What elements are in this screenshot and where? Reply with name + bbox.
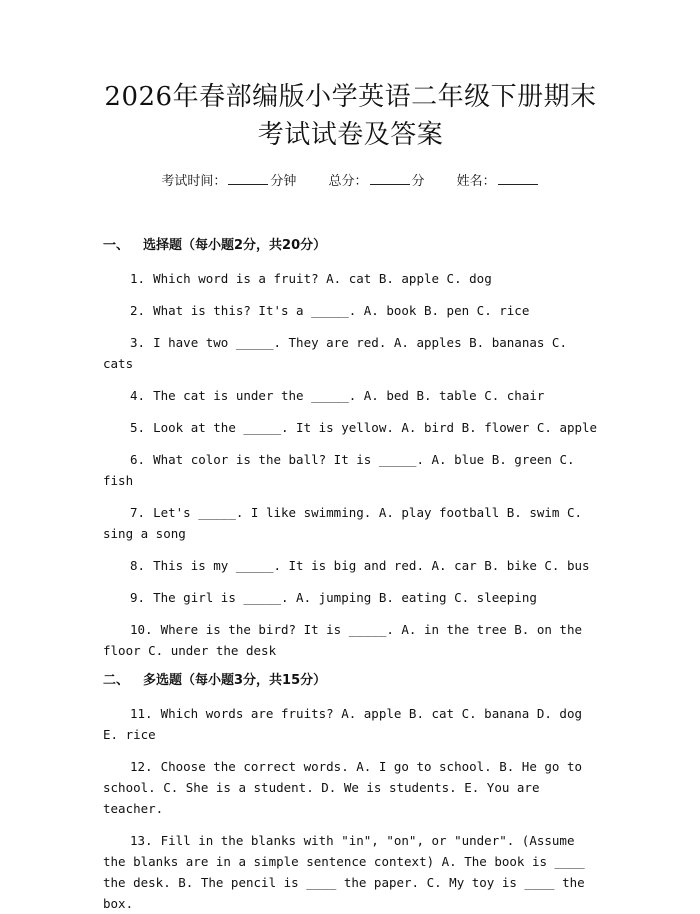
question-number: 5. [130, 420, 146, 435]
exam-time-unit: 分钟 [270, 174, 297, 189]
question-item [103, 587, 598, 608]
question-number: 8. [130, 558, 146, 573]
question-text: Let's _____. I like swimming. A. play football B. swim C. sing a song [103, 505, 583, 541]
section-title: 选择题（每小题2分，共20分） [143, 238, 327, 253]
question-number: 7. [130, 505, 146, 520]
section-single-choice [103, 236, 598, 661]
question-number: 6. [130, 452, 146, 467]
question-item [103, 449, 598, 491]
student-name-label: 姓名： [456, 174, 496, 189]
exam-time-label: 考试时间： [161, 174, 227, 189]
question-text: What color is the ball? It is _____. A. blue B. green C. fish [103, 452, 575, 488]
question-text: Fill in the blanks with "in", "on", or "under". (Assume the blanks are in a simple sentence context) A. The book is ____ the desk. B. The pencil is ____ the paper. C. My toy is ____ the box. [103, 833, 585, 911]
section-title: 多选题（每小题3分，共15分） [143, 673, 327, 688]
total-score-field [328, 174, 428, 189]
question-text: This is my _____. It is big and red. A. car B. bike C. bus [153, 558, 590, 573]
section-number: 二、 [103, 673, 130, 688]
question-item [103, 385, 598, 406]
exam-meta-line [103, 172, 598, 192]
question-number: 9. [130, 590, 146, 605]
question-text: The girl is _____. A. jumping B. eating C. sleeping [153, 590, 537, 605]
question-item [103, 417, 598, 438]
question-number: 12. [130, 759, 153, 774]
question-item [103, 703, 598, 745]
question-text: Which words are fruits? A. apple B. cat C. banana D. dog E. rice [103, 706, 583, 742]
question-text: Where is the bird? It is _____. A. in the tree B. on the floor C. under the desk [103, 622, 583, 658]
question-item [103, 268, 598, 289]
student-name-field [457, 174, 540, 189]
question-item [103, 300, 598, 321]
question-number: 2. [130, 303, 146, 318]
total-score-unit: 分 [411, 174, 425, 189]
section-number: 一、 [103, 238, 130, 253]
question-item [103, 332, 598, 374]
section-multiple-choice [103, 671, 598, 914]
student-name-blank [498, 172, 538, 185]
question-number: 3. [130, 335, 146, 350]
question-item [103, 619, 598, 661]
question-text: What is this? It's a _____. A. book B. pen C. rice [153, 303, 530, 318]
question-text: Choose the correct words. A. I go to school. B. He go to school. C. She is a student. D. We is students. E. You are teacher. [103, 759, 583, 816]
question-number: 4. [130, 388, 146, 403]
question-text: The cat is under the _____. A. bed B. table C. chair [153, 388, 545, 403]
question-text: Look at the _____. It is yellow. A. bird B. flower C. apple [153, 420, 598, 435]
question-number: 11. [130, 706, 153, 721]
exam-time-blank [228, 172, 268, 185]
section-heading [103, 671, 598, 691]
question-item [103, 830, 598, 914]
page-title: 2026年春部编版小学英语二年级下册期末考试试卷及答案 [104, 82, 597, 150]
question-item [103, 555, 598, 576]
question-text: Which word is a fruit? A. cat B. apple C. dog [153, 271, 492, 286]
question-number: 13. [130, 833, 153, 848]
exam-time-field [161, 174, 300, 189]
total-score-blank [370, 172, 410, 185]
section-heading [103, 236, 598, 256]
question-number: 1. [130, 271, 146, 286]
question-text: I have two _____. They are red. A. apples B. bananas C. cats [103, 335, 567, 371]
total-score-label: 总分： [328, 174, 368, 189]
question-item [103, 756, 598, 819]
question-item [103, 502, 598, 544]
question-number: 10. [130, 622, 153, 637]
